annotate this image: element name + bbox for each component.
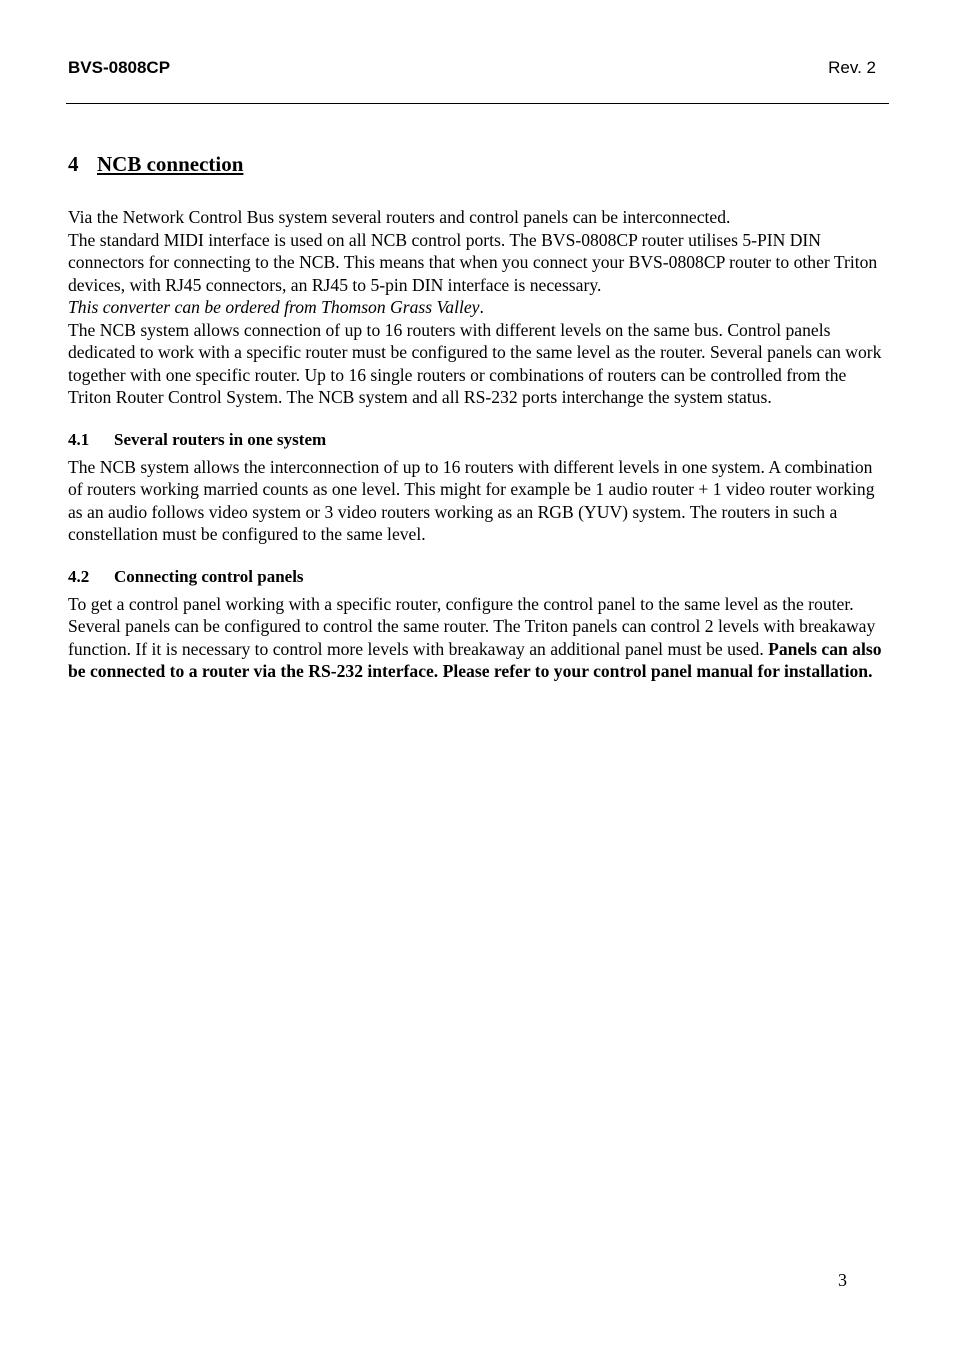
section-title: NCB connection xyxy=(97,152,244,176)
page-header xyxy=(68,58,876,82)
product-name: BVS-0808CP xyxy=(68,58,171,77)
subsection-number: 4.2 xyxy=(68,566,90,586)
page-number: 3 xyxy=(838,1270,847,1290)
midi-paragraph: The standard MIDI interface is used on all NCB control ports. The BVS-0808CP router utilises 5-PIN DIN connectors for connecting to the NCB. This means that when you connect your BVS-0808CP router to other Triton devices, with RJ45 connectors, an RJ45 to 5-pin DIN interface is necessary. xyxy=(68,229,878,295)
section-heading xyxy=(68,148,888,180)
converter-note-text: This converter can be ordered from Thomson Grass Valley xyxy=(68,297,480,317)
subsection-paragraph-4-2 xyxy=(68,593,888,683)
subsection-heading-4-1 xyxy=(68,429,888,451)
intro-paragraph: Via the Network Control Bus system several routers and control panels can be interconnected. xyxy=(68,207,731,227)
panels-bold-note: Panels can also be connected to a router via the RS-232 interface. Please refer to your control panel manual for installation. xyxy=(68,638,882,681)
section-number: 4 xyxy=(68,152,79,176)
subsection-number: 4.1 xyxy=(68,429,90,449)
document-body xyxy=(68,148,888,683)
converter-note xyxy=(68,296,888,319)
subsection-paragraph-4-1: The NCB system allows the interconnection of up to 16 routers with different levels in one system. A combination of routers working married counts as one level. This might for example be 1 audio router + 1 video router working as an audio follows video system or 3 video routers working as an RGB (YUV) system. The routers in such a constellation must be configured to the same level. xyxy=(68,456,875,544)
header-divider xyxy=(66,103,889,104)
subsection-heading-4-2 xyxy=(68,566,888,588)
subsection-title: Connecting control panels xyxy=(114,566,304,586)
revision-label: Rev. 2 xyxy=(828,58,876,77)
panels-text: To get a control panel working with a specific router, configure the control panel to the same level as the router. Several panels can be configured to control the same router. The Triton panels can control 2 levels with breakaway function. If it is necessary to control more levels with breakaway an additional panel must be used. xyxy=(68,593,876,659)
converter-note-end: . xyxy=(479,297,484,317)
ncb-system-paragraph: The NCB system allows connection of up to 16 routers with different levels on the same bus. Control panels dedicated to work with a specific router must be configured to the same level as the router. Several panels can work together with one specific router. Up to 16 single routers or combinations of routers can be controlled from the Triton Router Control System. The NCB system and all RS-232 ports interchange the system status. xyxy=(68,319,882,407)
subsection-title: Several routers in one system xyxy=(114,429,327,449)
